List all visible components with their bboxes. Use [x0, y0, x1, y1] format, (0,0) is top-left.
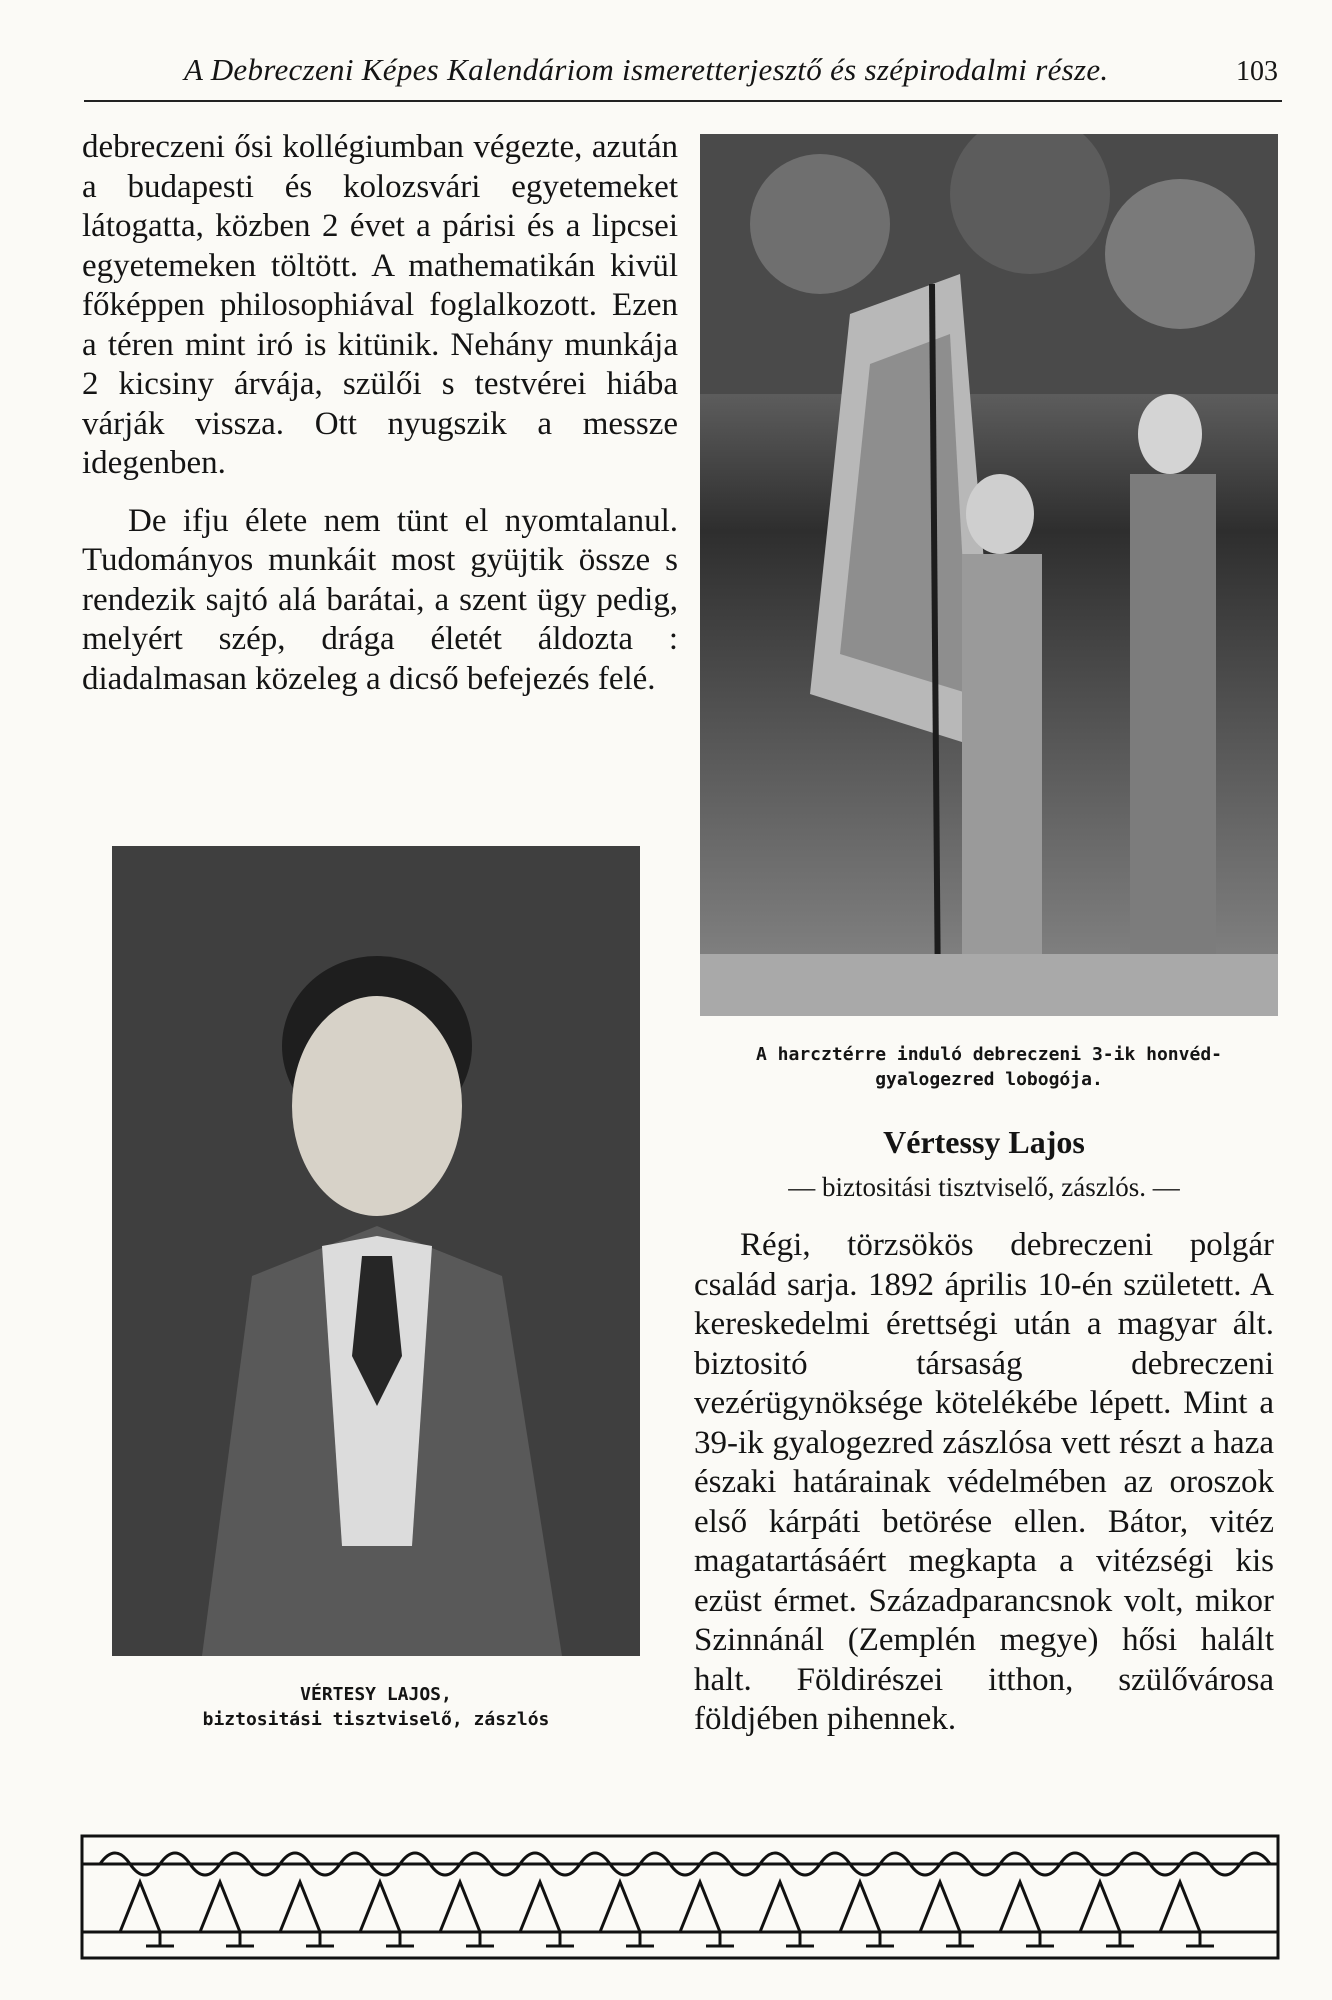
portrait-illustration [112, 846, 640, 1656]
page-number: 103 [1236, 56, 1278, 87]
flag-photo [700, 134, 1278, 1016]
flag-photo-illustration [700, 134, 1278, 1016]
left-column-text [82, 128, 678, 699]
portrait-caption [112, 1682, 640, 1732]
article-subtitle: — biztositási tisztviselő, zászlós. — [788, 1172, 1180, 1202]
article-body: Régi, törzsökös debreczeni polgár család sarja. 1892 április 10-én született. A kereskedelmi érettségi után a magyar ált. biztositó társaság debreczeni vezérügynöksége kötelékébe lépett. Mint a 39-ik gyalogezred zászlósa vett részt a haza északi határainak védelmében az oroszok első kárpáti betörése ellen. Bátor, vitéz magatartásáért megkapta a vitézségi kis ezüst érmet. Századparancsnok volt, mikor Szinnánál (Zemplén megye) hősi halált halt. Földirészei itthon, szülővárosa földjében pihennek. [694, 1227, 1274, 1737]
portrait-photo [112, 846, 640, 1656]
continued-paragraph: debreczeni ősi kollégiumban végezte, azután a budapesti és kolozsvári egyetemeket látogatta, közben 2 évet a párisi és a lipcsei egyetemeken töltött. A mathematikán kivül főképpen philosophiával foglalkozott. Ezen a téren mint iró is kitünik. Nehány munkája 2 kicsiny árvája, szülői s testvérei hiába várják vissza. Ott nyugszik a messze idegenben. [82, 129, 678, 481]
portrait-caption-line-2: biztositási tisztviselő, zászlós [202, 1709, 550, 1730]
flag-caption-line-2: gyalogezred lobogója. [875, 1069, 1103, 1090]
page-header [84, 42, 1282, 102]
flag-photo-caption [700, 1042, 1278, 1092]
decorative-border-ornament [80, 1834, 1280, 1960]
article-name-heading: Vértessy Lajos [883, 1124, 1085, 1160]
running-title: A Debreczeni Képes Kalendáriom ismeretterjesztő és szépirodalmi része. [184, 52, 1109, 87]
closing-paragraph: De ifju élete nem tünt el nyomtalanul. Tudományos munkáit most gyüjtik össze s rendezik sajtó alá barátai, a szent ügy pedig, melyért szép, drága életét áldozta : diadalmasan közeleg a dicső befejezés felé. [82, 502, 678, 697]
flag-caption-line-1: A harcztérre induló debreczeni 3-ik honvéd- [756, 1044, 1222, 1065]
portrait-caption-line-1: VÉRTESY LAJOS, [300, 1684, 452, 1705]
right-column-text [694, 1226, 1274, 1740]
